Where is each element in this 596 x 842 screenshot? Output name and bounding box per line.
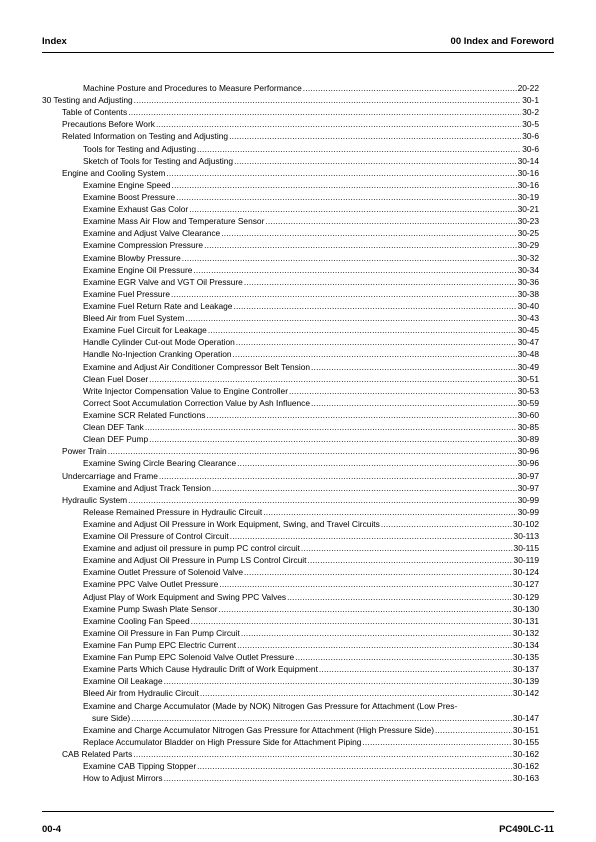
toc-entry-page: 30-96: [517, 458, 539, 469]
toc-entry-title: Examine and Adjust Oil Pressure in Work Equipment, Swing, and Travel Circuits: [83, 518, 380, 529]
toc-leader-dots: [164, 675, 512, 687]
toc-entry-title: Release Remained Pressure in Hydraulic Circuit: [83, 506, 263, 517]
toc-entry-title: Clean DEF Tank: [83, 422, 144, 433]
toc-entry-title: Examine EGR Valve and VGT Oil Pressure: [83, 276, 243, 287]
toc-entry[interactable]: [42, 772, 539, 784]
toc-entry[interactable]: [42, 470, 539, 482]
toc-entry[interactable]: [42, 445, 539, 457]
toc-leader-dots: [197, 760, 512, 772]
toc-entry-page: 30-134: [512, 640, 539, 651]
toc-leader-dots: [289, 385, 517, 397]
toc-entry-page: 30-40: [517, 300, 539, 311]
toc-entry[interactable]: [42, 361, 539, 373]
toc-entry-page: 30-36: [517, 276, 539, 287]
toc-entry-page: 30-16: [517, 179, 539, 190]
toc-entry-page: 30-96: [517, 446, 539, 457]
toc-entry[interactable]: [42, 675, 539, 687]
toc-entry-title: Examine Compression Pressure: [83, 240, 204, 251]
toc-entry-page: 30-47: [517, 337, 539, 348]
toc-entry[interactable]: [42, 203, 539, 215]
toc-entry-title: Examine and Charge Accumulator Nitrogen Gas Pressure for Attachment (High Pressure Side): [83, 724, 434, 735]
toc-leader-dots: [159, 470, 517, 482]
toc-entry-page: 30-139: [512, 676, 539, 687]
toc-entry-title: Bleed Air from Fuel System: [83, 313, 185, 324]
toc-entry-title: Handle Cylinder Cut-out Mode Operation: [83, 337, 235, 348]
toc-entry[interactable]: [42, 82, 539, 94]
toc-entry-page: 20-22: [517, 83, 539, 93]
toc-entry[interactable]: [42, 506, 539, 518]
toc-entry-page: 30-2: [522, 107, 539, 118]
toc-entry-title: Examine and Adjust Air Conditioner Compressor Belt Tension: [83, 361, 311, 372]
toc-leader-dots: [263, 506, 516, 518]
toc-entry[interactable]: [42, 130, 539, 142]
toc-leader-dots: [193, 264, 516, 276]
toc-entry-title: How to Adjust Mirrors: [83, 773, 163, 784]
toc-leader-dots: [265, 215, 516, 227]
toc-entry-title: Examine Mass Air Flow and Temperature Sensor: [83, 216, 265, 227]
toc-leader-dots: [287, 591, 512, 603]
toc-entry-page: 30-115: [513, 543, 539, 554]
toc-entry-title: Hydraulic System: [62, 494, 128, 505]
toc-entry[interactable]: [42, 494, 539, 506]
toc-leader-dots: [295, 651, 512, 663]
toc-entry-title: Examine Fan Pump EPC Solenoid Valve Outlet Pressure: [83, 652, 295, 663]
toc-entry-page: 30-155: [512, 736, 539, 747]
toc-leader-dots: [381, 518, 512, 530]
toc-entry-page: 30-6: [522, 131, 539, 142]
toc-entry-page: 30-163: [512, 773, 539, 784]
toc-entry-title: Examine CAB Tipping Stopper: [83, 761, 197, 772]
toc-entry[interactable]: [42, 336, 539, 348]
toc-leader-dots: [219, 603, 512, 615]
toc-entry-page: 30-16: [517, 167, 539, 178]
toc-entry-title: Examine Swing Circle Bearing Clearance: [83, 458, 237, 469]
toc-leader-dots: [236, 336, 517, 348]
toc-leader-dots: [182, 252, 517, 264]
toc-entry-page: 30-137: [512, 664, 539, 675]
toc-entry[interactable]: [42, 312, 539, 324]
toc-entry[interactable]: [42, 687, 539, 699]
toc-leader-dots: [244, 276, 517, 288]
toc-leader-dots: [237, 457, 516, 469]
toc-entry[interactable]: [42, 94, 539, 106]
toc-entry-page: 30-34: [517, 264, 539, 275]
toc-entry-title: Examine Cooling Fan Speed: [83, 615, 190, 626]
toc-leader-dots: [244, 566, 512, 578]
toc-leader-dots: [230, 530, 513, 542]
toc-leader-dots: [166, 167, 516, 179]
toc-entry-page: 30-21: [517, 204, 539, 215]
toc-entry[interactable]: [42, 554, 539, 566]
toc-entry[interactable]: [42, 736, 539, 748]
toc-leader-dots: [128, 106, 521, 118]
toc-entry-page: 30-162: [512, 749, 539, 760]
header-chapter-title: 00 Index and Foreword: [450, 36, 554, 47]
toc-entry-title: Examine and Adjust Oil Pressure in Pump LS Control Circuit: [83, 555, 307, 566]
toc-entry[interactable]: [42, 179, 539, 191]
toc-entry[interactable]: [42, 409, 539, 421]
toc-entry[interactable]: [42, 591, 539, 603]
toc-entry-page: 30-102: [512, 518, 539, 529]
toc-entry-page: 30-29: [517, 240, 539, 251]
toc-entry-page: 30-14: [517, 155, 539, 166]
toc-entry[interactable]: [42, 288, 539, 300]
toc-entry[interactable]: [42, 191, 539, 203]
toc-entry-title: Handle No-Injection Cranking Operation: [83, 349, 232, 360]
toc-entry[interactable]: [42, 348, 539, 360]
toc-entry[interactable]: [42, 227, 539, 239]
toc-entry[interactable]: [42, 324, 539, 336]
toc-entry-page: 30-43: [517, 313, 539, 324]
toc-entry-title: Machine Posture and Procedures to Measure Performance: [83, 83, 302, 93]
toc-entry-page: 30-59: [517, 397, 539, 408]
toc-entry-page: 30-147: [512, 712, 539, 723]
toc-entry-page: 30-132: [512, 627, 539, 638]
toc-entry[interactable]: [42, 639, 539, 651]
toc-entry-title: Engine and Cooling System: [62, 167, 166, 178]
toc-leader-dots: [237, 639, 512, 651]
toc-entry[interactable]: [42, 663, 539, 675]
toc-leader-dots: [301, 542, 513, 554]
toc-entry-title: Examine Engine Speed: [83, 179, 171, 190]
toc-leader-dots: [319, 663, 512, 675]
table-of-contents: [42, 82, 539, 784]
toc-entry[interactable]: [42, 433, 539, 445]
toc-entry-title: 30 Testing and Adjusting: [42, 95, 133, 106]
toc-leader-dots: [307, 554, 512, 566]
toc-entry-page: 30-129: [512, 591, 539, 602]
toc-entry-page: 30-23: [517, 216, 539, 227]
toc-entry[interactable]: [42, 397, 539, 409]
toc-entry-title: Examine Exhaust Gas Color: [83, 204, 189, 215]
toc-entry-page: 30-131: [512, 615, 539, 626]
toc-entry[interactable]: [42, 155, 539, 167]
toc-entry-title: Examine Fuel Pressure: [83, 288, 171, 299]
toc-entry-page: 30-53: [517, 385, 539, 396]
toc-entry-title: Write Injector Compensation Value to Engine Controller: [83, 385, 288, 396]
toc-entry[interactable]: [42, 482, 539, 494]
toc-entry[interactable]: [42, 530, 539, 542]
toc-leader-dots: [172, 179, 517, 191]
toc-entry[interactable]: [42, 457, 539, 469]
toc-leader-dots: [311, 361, 517, 373]
toc-leader-dots: [128, 494, 516, 506]
header-rule: [42, 52, 554, 53]
toc-entry-page: 30-99: [517, 494, 539, 505]
toc-entry-title: Undercarriage and Frame: [62, 470, 158, 481]
toc-entry-page: 30-119: [513, 555, 539, 566]
toc-leader-dots: [212, 482, 517, 494]
toc-entry-title: Examine Pump Swash Plate Sensor: [83, 603, 218, 614]
toc-entry-title: Examine and Adjust Valve Clearance: [83, 228, 221, 239]
toc-entry-page: 30-25: [517, 228, 539, 239]
toc-entry-title: Replace Accumulator Bladder on High Pressure Side for Attachment Piping: [83, 736, 362, 747]
toc-leader-dots: [191, 615, 512, 627]
toc-entry-page: 30-6: [522, 143, 539, 154]
toc-entry[interactable]: [42, 627, 539, 639]
toc-entry-title: Power Train: [62, 446, 107, 457]
toc-leader-dots: [145, 421, 517, 433]
toc-entry[interactable]: [42, 748, 539, 760]
toc-entry-title: Examine Boost Pressure: [83, 191, 176, 202]
toc-entry-title: Examine PPC Valve Outlet Pressure: [83, 579, 219, 590]
toc-entry-page: 30-45: [517, 325, 539, 336]
toc-entry-title: Examine Parts Which Cause Hydraulic Drift of Work Equipment: [83, 664, 318, 675]
toc-entry-page: 30-5: [522, 119, 539, 130]
toc-entry[interactable]: [42, 760, 539, 772]
toc-entry-title: Examine and adjust oil pressure in pump PC control circuit: [83, 543, 300, 554]
toc-entry-title: Adjust Play of Work Equipment and Swing PPC Valves: [83, 591, 287, 602]
toc-entry-page: 30-97: [517, 482, 539, 493]
toc-entry-page: 30-32: [517, 252, 539, 263]
toc-leader-dots: [311, 397, 517, 409]
toc-entry-page: 30-19: [517, 191, 539, 202]
footer-page-number: 00-4: [42, 824, 62, 835]
toc-entry[interactable]: [42, 300, 539, 312]
toc-entry-title: Examine Oil Pressure of Control Circuit: [83, 531, 229, 542]
toc-entry-page: 30-142: [512, 688, 539, 699]
footer-model-name: PC490LC-11: [499, 824, 554, 835]
toc-entry-page: 30-127: [512, 579, 539, 590]
toc-entry-title: Examine SCR Related Functions: [83, 409, 206, 420]
toc-entry-page: 30-89: [517, 434, 539, 445]
toc-entry-title: Examine and Adjust Track Tension: [83, 482, 211, 493]
toc-entry-page: 30-135: [512, 652, 539, 663]
toc-entry[interactable]: [42, 603, 539, 615]
toc-leader-dots: [362, 736, 512, 748]
toc-entry[interactable]: [42, 566, 539, 578]
toc-leader-dots: [133, 748, 512, 760]
toc-leader-dots: [208, 324, 517, 336]
toc-entry-title: Examine Fuel Circuit for Leakage: [83, 325, 207, 336]
toc-entry[interactable]: [42, 215, 539, 227]
toc-entry-title: Examine Engine Oil Pressure: [83, 264, 193, 275]
toc-entry[interactable]: [42, 239, 539, 251]
toc-entry-title: Examine Blowby Pressure: [83, 252, 181, 263]
toc-entry-title: Examine Fuel Return Rate and Leakage: [83, 300, 233, 311]
toc-entry-page: 30-162: [512, 761, 539, 772]
toc-entry[interactable]: [42, 724, 539, 736]
toc-leader-dots: [219, 578, 512, 590]
toc-leader-dots: [303, 82, 517, 94]
toc-leader-dots: [241, 627, 512, 639]
toc-leader-dots: [233, 300, 516, 312]
toc-leader-dots: [197, 143, 521, 155]
toc-entry-page: 30-49: [517, 361, 539, 372]
toc-entry-title-continued: sure Side): [92, 712, 131, 723]
toc-entry[interactable]: [42, 578, 539, 590]
toc-entry-continuation: [83, 712, 539, 724]
toc-entry-title: CAB Related Parts: [62, 749, 133, 760]
toc-leader-dots: [204, 239, 516, 251]
toc-entry[interactable]: [42, 276, 539, 288]
toc-entry-page: 30-97: [517, 470, 539, 481]
toc-leader-dots: [149, 373, 516, 385]
toc-entry-page: 30-60: [517, 409, 539, 420]
toc-entry[interactable]: [42, 264, 539, 276]
toc-entry-page: 30-113: [513, 531, 539, 542]
toc-entry-title: Precautions Before Work: [62, 119, 155, 130]
toc-entry-page: 30-1: [522, 95, 539, 106]
toc-leader-dots: [176, 191, 516, 203]
footer-rule: [42, 811, 554, 812]
toc-entry-title: Bleed Air from Hydraulic Circuit: [83, 688, 199, 699]
toc-entry-title: Correct Soot Accumulation Correction Value by Ash Influence: [83, 397, 311, 408]
toc-leader-dots: [171, 288, 517, 300]
toc-entry-title: Examine and Charge Accumulator (Made by NOK) Nitrogen Gas Pressure for Attachment (Low Pres-: [83, 700, 458, 711]
toc-leader-dots: [189, 203, 516, 215]
header-section-title: Index: [42, 36, 67, 47]
toc-leader-dots: [149, 433, 516, 445]
toc-entry-page: 30-151: [512, 724, 539, 735]
toc-entry[interactable]: [42, 167, 539, 179]
page-header: [42, 36, 554, 52]
toc-entry-title: Examine Fan Pump EPC Electric Current: [83, 640, 237, 651]
toc-entry[interactable]: [42, 421, 539, 433]
toc-entry-title: Related Information on Testing and Adjusting: [62, 131, 229, 142]
toc-entry-page: 30-38: [517, 288, 539, 299]
toc-leader-dots: [134, 94, 522, 106]
toc-leader-dots: [200, 687, 512, 699]
toc-entry-page: 30-51: [517, 373, 539, 384]
toc-entry[interactable]: [42, 651, 539, 663]
toc-leader-dots: [156, 118, 521, 130]
toc-entry-page: 30-130: [512, 603, 539, 614]
toc-entry[interactable]: [42, 700, 539, 724]
toc-entry-title: Table of Contents: [62, 107, 128, 118]
toc-leader-dots: [108, 445, 517, 457]
toc-entry-page: 30-48: [517, 349, 539, 360]
toc-entry-page: 30-124: [512, 567, 539, 578]
toc-leader-dots: [233, 348, 517, 360]
toc-entry-title: Clean DEF Pump: [83, 434, 149, 445]
toc-entry[interactable]: [42, 542, 539, 554]
toc-entry-title: Examine Outlet Pressure of Solenoid Valve: [83, 567, 243, 578]
toc-entry-title: Examine Oil Pressure in Fan Pump Circuit: [83, 627, 240, 638]
toc-entry-title: Examine Oil Leakage: [83, 676, 163, 687]
toc-leader-dots: [234, 155, 517, 167]
toc-entry[interactable]: [42, 106, 539, 118]
toc-leader-dots: [221, 227, 516, 239]
toc-entry-page: 30-85: [517, 422, 539, 433]
toc-leader-dots: [185, 312, 516, 324]
toc-entry-title: Sketch of Tools for Testing and Adjusting: [83, 155, 234, 166]
toc-leader-dots: [164, 772, 512, 784]
toc-entry-title: Clean Fuel Doser: [83, 373, 149, 384]
toc-leader-dots: [131, 712, 512, 724]
toc-entry-page: 30-99: [517, 506, 539, 517]
toc-entry[interactable]: [42, 118, 539, 130]
toc-entry[interactable]: [42, 518, 539, 530]
toc-entry-title: Tools for Testing and Adjusting: [83, 143, 196, 154]
toc-entry[interactable]: [42, 252, 539, 264]
toc-leader-dots: [435, 724, 512, 736]
toc-leader-dots: [229, 130, 521, 142]
toc-entry[interactable]: [42, 385, 539, 397]
toc-leader-dots: [206, 409, 516, 421]
toc-entry[interactable]: [42, 615, 539, 627]
toc-entry[interactable]: [42, 373, 539, 385]
toc-entry[interactable]: [42, 143, 539, 155]
